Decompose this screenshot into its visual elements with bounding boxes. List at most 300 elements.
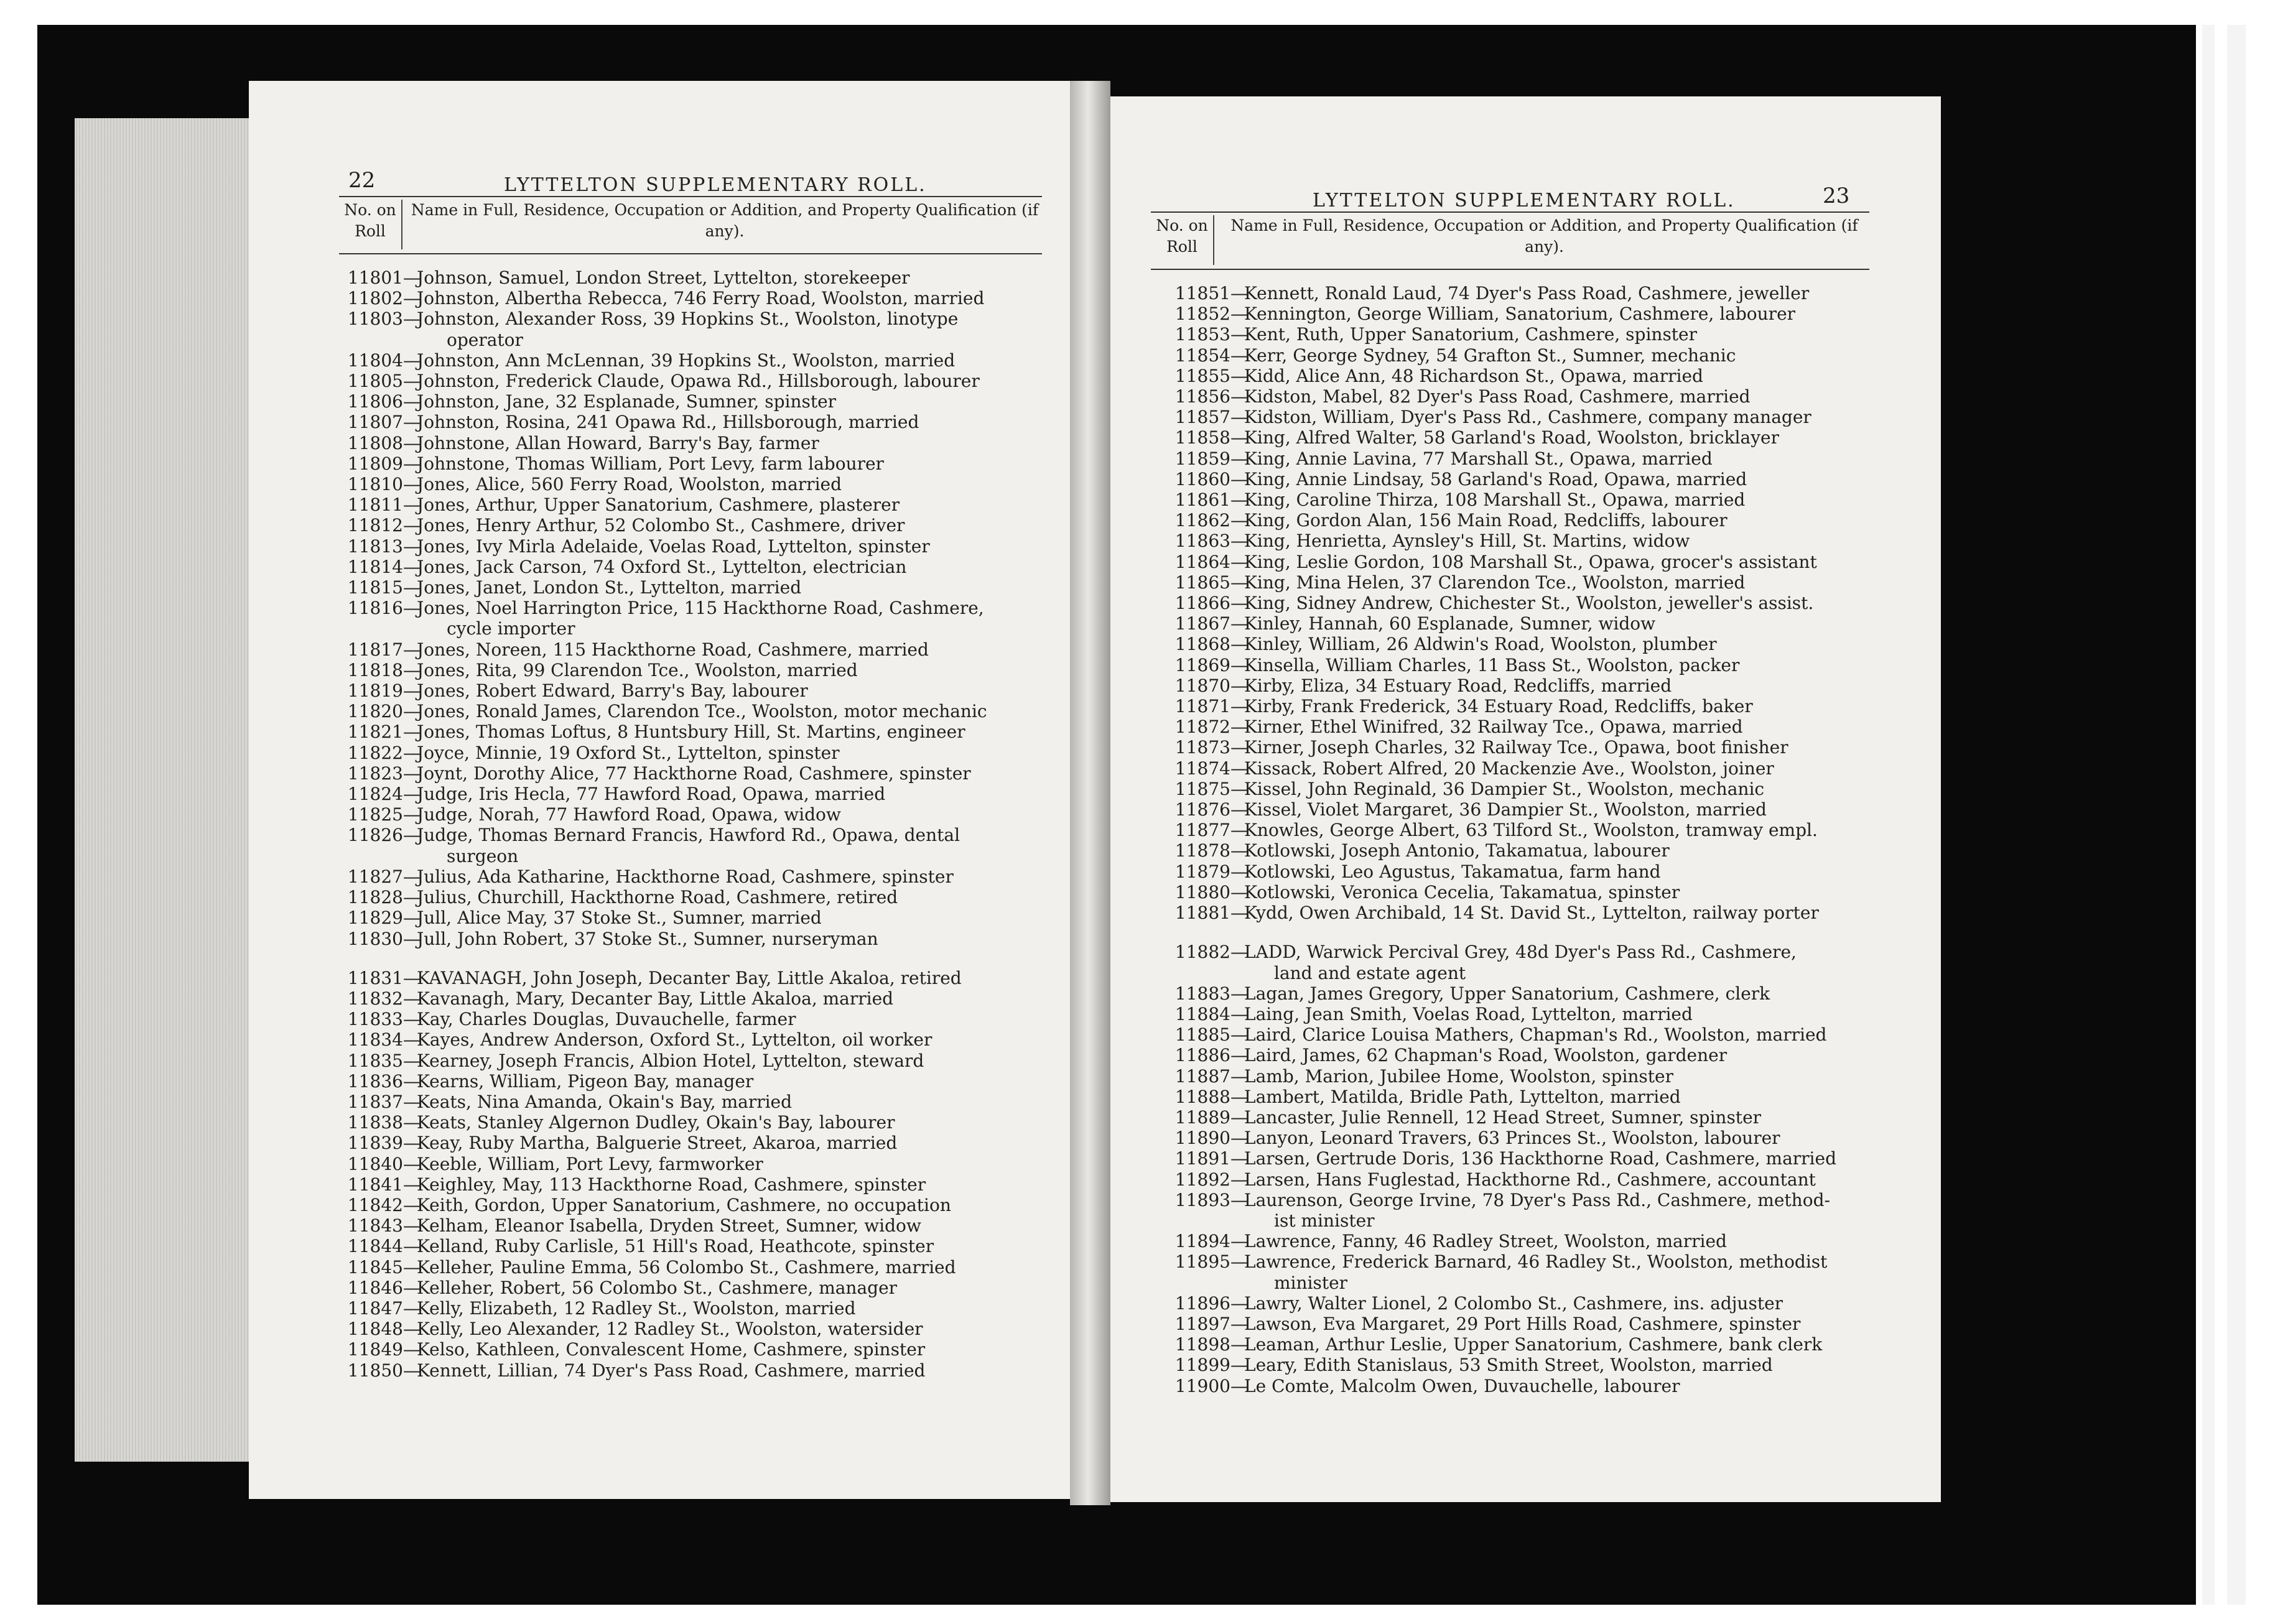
elector-details: Keats, Nina Amanda, Okain's Bay, married: [417, 1091, 793, 1112]
dash-separator: —: [403, 887, 421, 908]
roll-number: 11815: [347, 577, 403, 598]
roll-number: 11881: [1174, 902, 1230, 924]
roll-entry: [328, 1029, 1063, 1050]
dash-separator: —: [403, 598, 421, 619]
roll-entry: [1156, 1087, 1927, 1107]
roll-number: 11871: [1174, 696, 1230, 717]
dash-separator: —: [1230, 942, 1248, 963]
dash-separator: —: [1230, 840, 1248, 861]
roll-number: 11805: [347, 371, 403, 392]
roll-number: 11825: [347, 804, 403, 825]
roll-number: 11855: [1174, 365, 1230, 386]
dash-separator: —: [1230, 1292, 1248, 1314]
roll-entry: [328, 371, 1063, 391]
dash-separator: —: [403, 391, 421, 412]
roll-entry: [328, 1339, 1063, 1360]
elector-details: Kelleher, Robert, 56 Colombo St., Cashmere, manager: [417, 1277, 898, 1298]
elector-details: Lambert, Matilda, Bridle Path, Lyttelton, married: [1244, 1086, 1681, 1107]
elector-details: LADD, Warwick Percival Grey, 48d Dyer's Pass Rd., Cashmere,: [1244, 942, 1797, 963]
roll-entry: [1156, 1169, 1927, 1190]
roll-entries: [328, 267, 1063, 1381]
dash-separator: —: [1230, 1355, 1248, 1376]
elector-details: Kelso, Kathleen, Convalescent Home, Cashmere, spinster: [417, 1339, 926, 1360]
dash-separator: —: [403, 556, 421, 577]
roll-entry: [328, 557, 1063, 577]
dash-separator: —: [403, 1091, 421, 1112]
roll-entry: [328, 1195, 1063, 1215]
elector-details: Jones, Ronald James, Clarendon Tce., Woolston, motor mechanic: [417, 701, 987, 722]
roll-entry: [328, 680, 1063, 701]
elector-details: Laird, Clarice Louisa Mathers, Chapman's Rd., Woolston, married: [1244, 1024, 1827, 1046]
dash-separator: —: [403, 967, 421, 988]
elector-details: Judge, Iris Hecla, 77 Hawford Road, Opawa, married: [417, 784, 886, 805]
roll-entry: [328, 1319, 1063, 1339]
roll-number: 11817: [347, 639, 403, 660]
roll-entry: [328, 1257, 1063, 1278]
elector-details: Kelham, Eleanor Isabella, Dryden Street, Sumner, widow: [417, 1215, 921, 1237]
roll-entry: [1156, 1024, 1927, 1045]
roll-entry: [328, 968, 1063, 988]
roll-number: 11853: [1174, 324, 1230, 345]
elector-details: Keeble, William, Port Levy, farmworker: [417, 1153, 763, 1174]
elector-details-continued: surgeon: [447, 845, 519, 866]
elector-details: Kissel, John Reginald, 36 Dampier St., Woolston, mechanic: [1244, 778, 1765, 799]
elector-details: Kidston, William, Dyer's Pass Rd., Cashmere, company manager: [1244, 407, 1811, 428]
roll-entries: [1156, 283, 1927, 1396]
roll-number: 11809: [347, 453, 403, 474]
dash-separator: —: [403, 1194, 421, 1215]
dash-separator: —: [1230, 820, 1248, 841]
dash-separator: —: [403, 1133, 421, 1154]
dash-separator: —: [403, 1339, 421, 1360]
roll-entry: [328, 350, 1063, 371]
dash-separator: —: [403, 784, 421, 805]
elector-details: Kent, Ruth, Upper Sanatorium, Cashmere, spinster: [1244, 324, 1698, 345]
roll-entry: [1156, 572, 1927, 593]
column-header-no: No. on Roll: [1151, 215, 1214, 265]
roll-number: 11857: [1174, 407, 1230, 428]
dash-separator: —: [1230, 1128, 1248, 1149]
elector-details: Kidston, Mabel, 82 Dyer's Pass Road, Cashmere, married: [1244, 386, 1751, 407]
elector-details: Kennett, Ronald Laud, 74 Dyer's Pass Road, Cashmere, jeweller: [1244, 283, 1810, 304]
roll-number: 11894: [1174, 1231, 1230, 1252]
roll-entry: [1156, 737, 1927, 758]
elector-details: Laing, Jean Smith, Voelas Road, Lyttelton, married: [1244, 1003, 1693, 1024]
elector-details: Kinsella, William Charles, 11 Bass St., Woolston, packer: [1244, 654, 1740, 675]
dash-separator: —: [403, 866, 421, 887]
dash-separator: —: [1230, 407, 1248, 428]
roll-number: 11808: [347, 432, 403, 453]
roll-number: 11880: [1174, 881, 1230, 902]
roll-entry: [1156, 1231, 1927, 1251]
roll-entry: [1156, 324, 1927, 345]
roll-entry: [1156, 675, 1927, 696]
elector-details-continued: minister: [1274, 1272, 1348, 1293]
roll-entry: [1156, 1190, 1927, 1231]
roll-number: 11814: [347, 556, 403, 577]
roll-entry: [1156, 510, 1927, 531]
roll-number: 11852: [1174, 304, 1230, 325]
roll-number: 11877: [1174, 820, 1230, 841]
dash-separator: —: [1230, 345, 1248, 366]
dash-separator: —: [403, 680, 421, 702]
dash-separator: —: [403, 432, 421, 453]
roll-entry: [1156, 283, 1927, 304]
roll-entry: [328, 288, 1063, 309]
roll-entry: [1156, 1334, 1927, 1355]
roll-number: 11838: [347, 1112, 403, 1133]
roll-number: 11868: [1174, 634, 1230, 655]
elector-details: Kydd, Owen Archibald, 14 St. David St., Lyttelton, railway porter: [1244, 902, 1819, 924]
dash-separator: —: [403, 722, 421, 743]
roll-entry: [1156, 304, 1927, 324]
roll-number: 11843: [347, 1215, 403, 1237]
elector-details: Kelleher, Pauline Emma, 56 Colombo St., Cashmere, married: [417, 1256, 956, 1278]
column-header: [1151, 211, 1869, 270]
elector-details: Johnson, Samuel, London Street, Lyttelton, storekeeper: [417, 267, 910, 288]
column-header-name: Name in Full, Residence, Occupation or Addition, and Property Qualification (if any).: [1230, 216, 1858, 256]
roll-entry: [328, 598, 1063, 639]
elector-details: Jones, Noreen, 115 Hackthorne Road, Cashmere, married: [417, 639, 929, 660]
dash-separator: —: [403, 494, 421, 516]
roll-entry: [1156, 696, 1927, 717]
dash-separator: —: [403, 804, 421, 825]
roll-entry: [328, 433, 1063, 453]
roll-number: 11801: [347, 267, 403, 288]
roll-entry: [328, 988, 1063, 1009]
roll-number: 11861: [1174, 490, 1230, 511]
roll-entry: [328, 536, 1063, 557]
dash-separator: —: [403, 825, 421, 846]
dash-separator: —: [1230, 551, 1248, 572]
roll-entry: [328, 453, 1063, 474]
roll-entry: [328, 660, 1063, 680]
page-number: 22: [348, 168, 376, 193]
roll-entry: [1156, 1128, 1927, 1148]
elector-details: King, Alfred Walter, 58 Garland's Road, Woolston, bricklayer: [1244, 427, 1779, 448]
dash-separator: —: [1230, 1024, 1248, 1046]
dash-separator: —: [403, 1009, 421, 1030]
dash-separator: —: [1230, 634, 1248, 655]
roll-number: 11893: [1174, 1189, 1230, 1210]
roll-entry: [1156, 942, 1927, 983]
elector-details: Kinley, William, 26 Aldwin's Road, Woolston, plumber: [1244, 634, 1717, 655]
roll-entry: [1156, 613, 1927, 634]
dash-separator: —: [1230, 1313, 1248, 1334]
elector-details: Kavanagh, Mary, Decanter Bay, Little Akaloa, married: [417, 988, 894, 1009]
elector-details: Keith, Gordon, Upper Sanatorium, Cashmere, no occupation: [417, 1194, 951, 1215]
elector-details: Le Comte, Malcolm Owen, Duvauchelle, labourer: [1244, 1375, 1680, 1396]
roll-entry: [1156, 345, 1927, 366]
elector-details: Lawry, Walter Lionel, 2 Colombo St., Cashmere, ins. adjuster: [1244, 1292, 1783, 1314]
roll-entry: [1156, 1293, 1927, 1314]
elector-details: King, Sidney Andrew, Chichester St., Woolston, jeweller's assist.: [1244, 593, 1814, 614]
elector-details: Kennington, George William, Sanatorium, Cashmere, labourer: [1244, 304, 1796, 325]
elector-details-continued: cycle importer: [447, 618, 575, 639]
book-binding: [1070, 81, 1110, 1505]
elector-details: Jull, Alice May, 37 Stoke St., Sumner, married: [417, 907, 822, 929]
roll-entry: [1156, 902, 1927, 923]
roll-number: 11854: [1174, 345, 1230, 366]
dash-separator: —: [1230, 902, 1248, 924]
roll-number: 11862: [1174, 510, 1230, 531]
roll-number: 11865: [1174, 572, 1230, 593]
dash-separator: —: [1230, 304, 1248, 325]
roll-number: 11802: [347, 288, 403, 309]
elector-details: Kotlowski, Leo Agustus, Takamatua, farm hand: [1244, 861, 1661, 882]
elector-details-continued: land and estate agent: [1274, 962, 1466, 983]
roll-entry: [328, 267, 1063, 288]
elector-details: Lawson, Eva Margaret, 29 Port Hills Road, Cashmere, spinster: [1244, 1313, 1801, 1334]
roll-number: 11812: [347, 515, 403, 536]
roll-entry: [1156, 717, 1927, 737]
roll-entry: [1156, 1066, 1927, 1087]
roll-number: 11875: [1174, 778, 1230, 799]
roll-number: 11882: [1174, 942, 1230, 963]
elector-details: Keats, Stanley Algernon Dudley, Okain's Bay, labourer: [417, 1112, 895, 1133]
elector-details: Kirby, Frank Frederick, 34 Estuary Road, Redcliffs, baker: [1244, 696, 1753, 717]
elector-details: King, Annie Lindsay, 58 Garland's Road, Opawa, married: [1244, 468, 1747, 490]
elector-details: Laird, James, 62 Chapman's Road, Woolston, gardener: [1244, 1045, 1728, 1066]
roll-number: 11837: [347, 1091, 403, 1112]
elector-details: Jones, Jack Carson, 74 Oxford St., Lyttelton, electrician: [417, 556, 907, 577]
dash-separator: —: [403, 659, 421, 680]
roll-entry: [1156, 593, 1927, 613]
dash-separator: —: [403, 309, 421, 330]
dash-separator: —: [403, 1256, 421, 1278]
dash-separator: —: [1230, 427, 1248, 448]
roll-number: 11896: [1174, 1292, 1230, 1314]
elector-details: Lanyon, Leonard Travers, 63 Princes St., Woolston, labourer: [1244, 1128, 1780, 1149]
roll-entry: [1156, 531, 1927, 551]
roll-entry: [328, 1278, 1063, 1298]
dash-separator: —: [403, 1360, 421, 1381]
roll-entry: [1156, 799, 1927, 820]
elector-details: Kirner, Ethel Winifred, 32 Railway Tce., Opawa, married: [1244, 717, 1743, 738]
dash-separator: —: [1230, 386, 1248, 407]
roll-entry: [1156, 386, 1927, 407]
elector-details: Johnston, Jane, 32 Esplanade, Sumner, spinster: [417, 391, 837, 412]
roll-entry: [328, 1174, 1063, 1195]
elector-details: Jones, Arthur, Upper Sanatorium, Cashmere, plasterer: [417, 494, 900, 516]
roll-number: 11839: [347, 1133, 403, 1154]
roll-number: 11876: [1174, 799, 1230, 820]
roll-entry: [1156, 861, 1927, 882]
elector-details: Kirner, Joseph Charles, 32 Railway Tce., Opawa, boot finisher: [1244, 737, 1788, 758]
elector-details: Laurenson, George Irvine, 78 Dyer's Pass Rd., Cashmere, method-: [1244, 1189, 1830, 1210]
dash-separator: —: [403, 1319, 421, 1340]
dash-separator: —: [403, 742, 421, 763]
dash-separator: —: [403, 639, 421, 660]
dash-separator: —: [1230, 1065, 1248, 1087]
roll-number: 11870: [1174, 675, 1230, 696]
dash-separator: —: [1230, 778, 1248, 799]
elector-details: Keighley, May, 113 Hackthorne Road, Cashmere, spinster: [417, 1174, 926, 1195]
roll-number: 11887: [1174, 1065, 1230, 1087]
roll-entry: [328, 1154, 1063, 1174]
dash-separator: —: [1230, 572, 1248, 593]
roll-entry: [328, 474, 1063, 494]
dash-separator: —: [1230, 1107, 1248, 1128]
roll-number: 11888: [1174, 1086, 1230, 1107]
roll-entry: [1156, 552, 1927, 572]
roll-entry: [328, 391, 1063, 412]
dash-separator: —: [1230, 983, 1248, 1004]
elector-details: Lawrence, Frederick Barnard, 46 Radley St., Woolston, methodist: [1244, 1251, 1828, 1273]
dash-separator: —: [1230, 1045, 1248, 1066]
roll-entry: [328, 1071, 1063, 1092]
dash-separator: —: [1230, 613, 1248, 634]
roll-number: 11833: [347, 1009, 403, 1030]
dash-separator: —: [403, 350, 421, 371]
roll-number: 11845: [347, 1256, 403, 1278]
dash-separator: —: [403, 474, 421, 495]
roll-number: 11813: [347, 536, 403, 557]
dash-separator: —: [403, 1153, 421, 1174]
dash-separator: —: [1230, 881, 1248, 902]
elector-details: Kelly, Leo Alexander, 12 Radley St., Woolston, watersider: [417, 1319, 923, 1340]
roll-number: 11823: [347, 763, 403, 784]
dash-separator: —: [1230, 675, 1248, 696]
elector-details: King, Gordon Alan, 156 Main Road, Redcliffs, labourer: [1244, 510, 1728, 531]
roll-number: 11819: [347, 680, 403, 702]
column-header-no: No. on Roll: [339, 200, 402, 249]
dash-separator: —: [1230, 283, 1248, 304]
dash-separator: —: [1230, 1334, 1248, 1355]
roll-number: 11834: [347, 1029, 403, 1051]
roll-number: 11860: [1174, 468, 1230, 490]
elector-details: Knowles, George Albert, 63 Tilford St., Woolston, tramway empl.: [1244, 820, 1818, 841]
dash-separator: —: [1230, 490, 1248, 511]
elector-details: Johnstone, Allan Howard, Barry's Bay, farmer: [417, 432, 819, 453]
roll-entry: [1156, 469, 1927, 490]
elector-details: Kissack, Robert Alfred, 20 Mackenzie Ave., Woolston, joiner: [1244, 758, 1774, 779]
elector-details: Joyce, Minnie, 19 Oxford St., Lyttelton, spinster: [417, 742, 840, 763]
roll-entry: [1156, 366, 1927, 386]
roll-number: 11807: [347, 412, 403, 433]
elector-details: Leary, Edith Stanislaus, 53 Smith Street, Woolston, married: [1244, 1355, 1773, 1376]
elector-details: Julius, Churchill, Hackthorne Road, Cashmere, retired: [417, 887, 898, 908]
roll-number: 11848: [347, 1319, 403, 1340]
roll-number: 11804: [347, 350, 403, 371]
roll-entry: [1156, 882, 1927, 902]
elector-details: Leaman, Arthur Leslie, Upper Sanatorium, Cashmere, bank clerk: [1244, 1334, 1823, 1355]
roll-number: 11864: [1174, 551, 1230, 572]
roll-number: 11821: [347, 722, 403, 743]
roll-entry: [1156, 840, 1927, 861]
elector-details: Johnston, Alexander Ross, 39 Hopkins St., Woolston, linotype: [417, 309, 959, 330]
roll-entry: [328, 1092, 1063, 1112]
roll-entry: [328, 1215, 1063, 1236]
elector-details: Jones, Henry Arthur, 52 Colombo St., Cashmere, driver: [417, 515, 905, 536]
dash-separator: —: [403, 1174, 421, 1195]
elector-details: King, Henrietta, Aynsley's Hill, St. Martins, widow: [1244, 531, 1690, 552]
elector-details: Jones, Thomas Loftus, 8 Huntsbury Hill, St. Martins, engineer: [417, 722, 965, 743]
roll-entry: [1156, 427, 1927, 448]
roll-number: 11831: [347, 967, 403, 988]
roll-entry: [328, 1112, 1063, 1133]
roll-number: 11891: [1174, 1148, 1230, 1169]
elector-details: Kirby, Eliza, 34 Estuary Road, Redcliffs, married: [1244, 675, 1672, 696]
roll-number: 11890: [1174, 1128, 1230, 1149]
roll-entry: [328, 743, 1063, 763]
roll-number: 11816: [347, 598, 403, 619]
roll-number: 11869: [1174, 654, 1230, 675]
roll-number: 11878: [1174, 840, 1230, 861]
dash-separator: —: [1230, 324, 1248, 345]
dash-separator: —: [403, 536, 421, 557]
elector-details-continued: ist minister: [1274, 1210, 1375, 1231]
dash-separator: —: [403, 763, 421, 784]
left-page: [249, 81, 1070, 1499]
elector-details: Lamb, Marion, Jubilee Home, Woolston, spinster: [1244, 1065, 1674, 1087]
roll-entry: [328, 907, 1063, 928]
column-header: [339, 196, 1042, 254]
roll-number: 11851: [1174, 283, 1230, 304]
elector-details: Judge, Thomas Bernard Francis, Hawford Rd., Opawa, dental: [417, 825, 960, 846]
dash-separator: —: [403, 267, 421, 288]
elector-details: Keay, Ruby Martha, Balguerie Street, Akaroa, married: [417, 1133, 898, 1154]
roll-entry: [328, 825, 1063, 866]
elector-details: Lancaster, Julie Rennell, 12 Head Street, Sumner, spinster: [1244, 1107, 1762, 1128]
dash-separator: —: [403, 453, 421, 474]
roll-entry: [328, 1236, 1063, 1256]
elector-details: King, Annie Lavina, 77 Marshall St., Opawa, married: [1244, 448, 1713, 469]
roll-number: 11822: [347, 742, 403, 763]
dash-separator: —: [403, 701, 421, 722]
dash-separator: —: [1230, 1375, 1248, 1396]
roll-number: 11836: [347, 1070, 403, 1092]
elector-details: Kissel, Violet Margaret, 36 Dampier St., Woolston, married: [1244, 799, 1767, 820]
dash-separator: —: [1230, 737, 1248, 758]
elector-details: Johnston, Albertha Rebecca, 746 Ferry Road, Woolston, married: [417, 288, 985, 309]
roll-entry: [328, 515, 1063, 536]
roll-entry: [1156, 1148, 1927, 1169]
roll-number: 11879: [1174, 861, 1230, 882]
dash-separator: —: [403, 1236, 421, 1257]
elector-details: Jones, Robert Edward, Barry's Bay, labourer: [417, 680, 808, 702]
roll-entry: [328, 1051, 1063, 1071]
dash-separator: —: [403, 577, 421, 598]
elector-details: King, Caroline Thirza, 108 Marshall St., Opawa, married: [1244, 490, 1746, 511]
roll-entry: [328, 763, 1063, 784]
elector-details: Kinley, Hannah, 60 Esplanade, Sumner, widow: [1244, 613, 1656, 634]
section-gap: [1156, 923, 1927, 942]
dash-separator: —: [1230, 1148, 1248, 1169]
roll-entry: [328, 1133, 1063, 1153]
dash-separator: —: [1230, 696, 1248, 717]
page-number: 23: [1823, 183, 1850, 208]
elector-details: Johnstone, Thomas William, Port Levy, farm labourer: [417, 453, 884, 474]
roll-entry: [328, 577, 1063, 598]
roll-entry: [328, 701, 1063, 722]
roll-entry: [1156, 490, 1927, 510]
elector-details: Jones, Ivy Mirla Adelaide, Voelas Road, Lyttelton, spinster: [417, 536, 930, 557]
roll-number: 11840: [347, 1153, 403, 1174]
roll-number: 11885: [1174, 1024, 1230, 1046]
dash-separator: —: [1230, 593, 1248, 614]
elector-details: Kerr, George Sydney, 54 Grafton St., Sumner, mechanic: [1244, 345, 1736, 366]
roll-entry: [328, 1298, 1063, 1319]
elector-details: Kay, Charles Douglas, Duvauchelle, farmer: [417, 1009, 796, 1030]
roll-entry: [1156, 634, 1927, 654]
elector-details: Kidd, Alice Ann, 48 Richardson St., Opawa, married: [1244, 365, 1703, 386]
elector-details: Jones, Janet, London St., Lyttelton, married: [417, 577, 802, 598]
roll-entry: [1156, 1045, 1927, 1065]
elector-details: Johnston, Rosina, 241 Opawa Rd., Hillsborough, married: [417, 412, 919, 433]
elector-details: King, Mina Helen, 37 Clarendon Tce., Woolston, married: [1244, 572, 1746, 593]
elector-details: Kelly, Elizabeth, 12 Radley St., Woolston, married: [417, 1297, 856, 1319]
